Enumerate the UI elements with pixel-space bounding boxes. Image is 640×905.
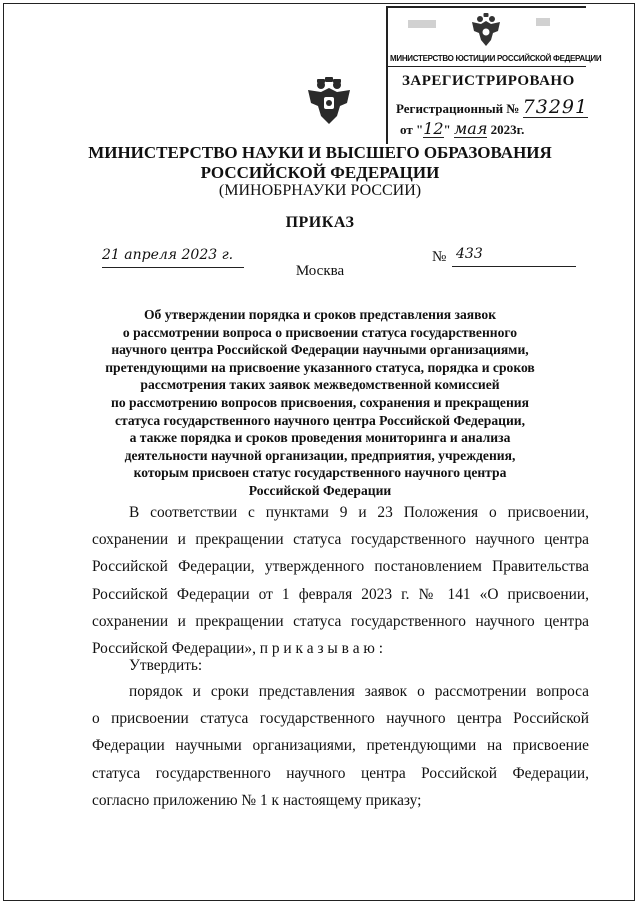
title-line: рассмотрения таких заявок межведомственной комиссией	[140, 377, 500, 393]
approve-paragraph	[92, 652, 589, 679]
paragraph-line: сохранении и прекращении статуса государственного научного центра	[92, 531, 589, 549]
title-line: научного центра Российской Федерации научными организациями,	[111, 342, 529, 358]
title-line: Об утверждении порядка и сроков представления заявок	[143, 307, 497, 322]
stamp-faint-mark	[536, 18, 550, 26]
stamp-faint-mark	[408, 20, 436, 28]
ministry-name-line1: МИНИСТЕРСТВО НАУКИ И ВЫСШЕГО ОБРАЗОВАНИЯ	[88, 143, 552, 162]
stamp-date-month: мая	[454, 119, 488, 138]
order-date-handwritten: 21 апреля 2023 г.	[102, 247, 244, 268]
title-line: которым присвоен статус государственного научного центра	[133, 465, 507, 481]
stamp-divider	[386, 66, 586, 67]
stamp-date-day: 12	[423, 119, 444, 138]
paragraph-line: В соответствии с пунктами 9 и 23 Положения о присвоении,	[129, 504, 589, 521]
paragraph-line: сохранении и прекращении статуса государственного научного центра	[92, 612, 589, 630]
paragraph-line: согласно приложению № 1 к настоящему приказу;	[92, 791, 422, 809]
paragraph-line: Федерации научными организациями, претендующими на присвоение	[92, 737, 589, 755]
paragraph-line: Российской Федерации, утвержденного постановлением Правительства	[92, 558, 589, 576]
paragraph-line: Российской Федерации от 1 февраля 2023 г. № 141 «О присвоении,	[92, 585, 589, 603]
stamp-reg-number: 73291	[522, 96, 589, 118]
ministry-name-line2: РОССИЙСКОЙ ФЕДЕРАЦИИ	[200, 163, 440, 182]
city: Москва	[295, 263, 345, 279]
ministry-short-name: (МИНОБРНАУКИ РОССИИ)	[218, 182, 422, 199]
title-line: о рассмотрении вопроса о присвоении статуса государственного	[122, 324, 518, 340]
paragraph-line: Российской Федерации», п р и к а з ы в а ю :	[92, 640, 384, 658]
double-headed-eagle-icon	[469, 12, 503, 48]
paragraph-line: о присвоении статуса государственного научного центра Российской	[92, 710, 589, 728]
paragraph-line: Утвердить:	[129, 657, 203, 674]
stamp-date-suffix: г.	[516, 122, 525, 137]
item-paragraph	[92, 678, 589, 814]
order-number-label: №	[432, 249, 447, 265]
preamble-paragraph	[92, 499, 589, 662]
stamp-status: ЗАРЕГИСТРИРОВАНО	[402, 73, 575, 89]
document-type: ПРИКАЗ	[285, 214, 355, 231]
stamp-reg-number-row	[396, 98, 588, 118]
order-number-handwritten: 433	[452, 246, 576, 267]
stamp-date-prefix: от	[400, 122, 413, 137]
stamp-reg-label: Регистрационный №	[396, 101, 520, 116]
stamp-date-year: 2023	[490, 122, 517, 137]
stamp-ministry-name: МИНИСТЕРСТВО ЮСТИЦИИ РОССИЙСКОЙ ФЕДЕРАЦИИ	[390, 54, 602, 63]
title-line: деятельности научной организации, предприятия, учреждения,	[124, 447, 516, 463]
order-title	[0, 306, 640, 500]
title-line: а также порядка и сроков проведения мониторинга и анализа	[129, 430, 511, 446]
title-line: статуса государственного научного центра Российской Федерации,	[114, 412, 526, 428]
coat-of-arms-icon	[306, 76, 352, 126]
title-line: Российской Федерации	[248, 482, 392, 498]
paragraph-line: статуса государственного научного центра Российской Федерации,	[92, 764, 589, 782]
paragraph-line: порядок и сроки представления заявок о рассмотрении вопроса	[129, 683, 589, 700]
stamp-date-row: от "12" мая 2023г.	[400, 119, 525, 138]
title-line: по рассмотрению вопросов присвоения, сохранения и прекращения	[111, 394, 529, 410]
title-line: претендующими на присвоение указанного статуса, порядка и сроков	[105, 359, 535, 375]
registration-stamp	[386, 6, 602, 144]
